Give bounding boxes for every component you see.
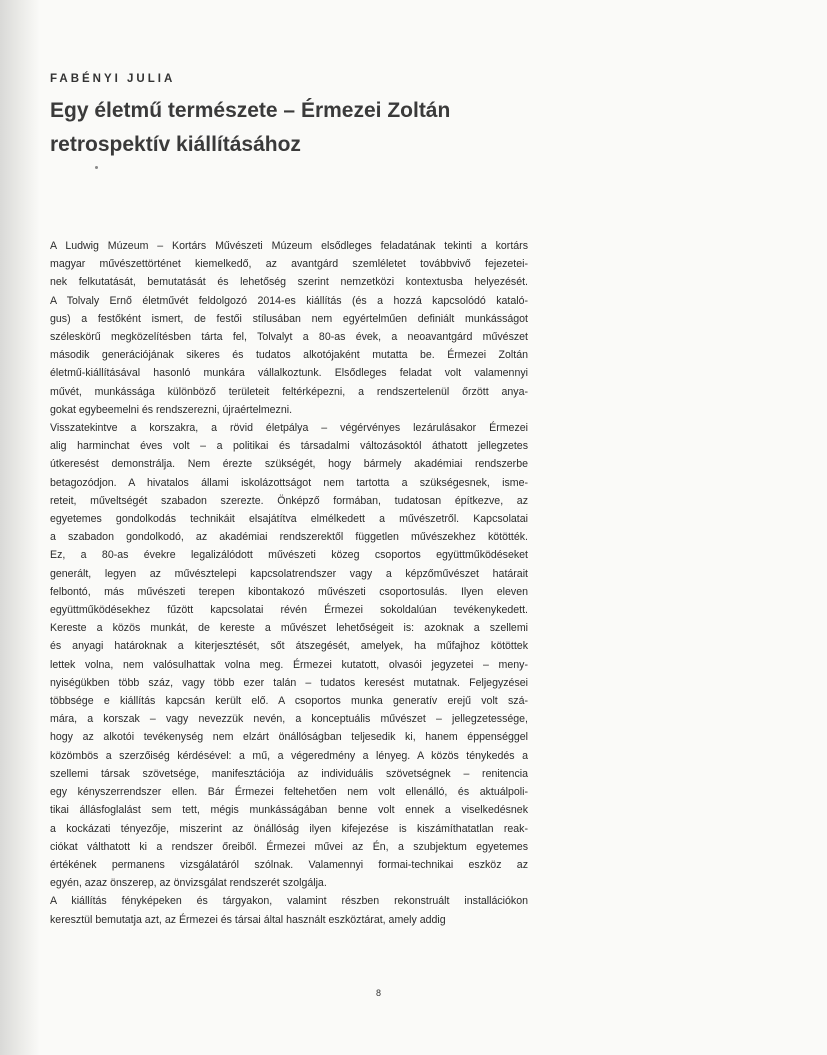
body-line: reteit, műveltségét szabadon szerezte. Önképző formában, tudatosan építkezve, az: [50, 494, 528, 507]
body-line: generált, legyen az művésztelepi kapcsolatrendszer vagy a képzőművészet határait: [50, 567, 528, 580]
body-line: keresztül bemutatja azt, az Érmezei és társai által használt eszköztárat, amely addig: [50, 913, 446, 926]
body-line: útkeresést demonstrálja. Nem érezte szükségét, hogy bármely akadémiai rendszerbe: [50, 458, 528, 471]
body-line: a szabadon gondolkodó, az akadémiai rendszerektől független művészekhez kötötték.: [50, 531, 528, 544]
page-gutter-shadow: [0, 0, 40, 1055]
body-line: művét, munkássága különböző területeit feltérképezni, a rendszertelenül őrzött anya-: [50, 385, 528, 398]
body-line: hogy az alkotói tevékenység nem elzárt önállóságban teljesedik ki, hanem éppenséggel: [50, 731, 528, 744]
body-line: betagozódjon. A hivatalos állami iskolázottságot nem tartotta a szükségesnek, isme-: [50, 476, 528, 489]
article-title: [50, 94, 530, 162]
body-line: mára, a korszak – vagy nevezzük nevén, a konceptuális művészet – jellegzetessége,: [50, 713, 528, 726]
body-line: felbontó, más művészeti terepen kibontakozó művészeti csoportosulás. Ilyen eleven: [50, 585, 528, 598]
body-line: a kockázati tényezője, miszerint az önállóság ilyen kifejezése is kiszámíthatatlan reak-: [50, 822, 528, 835]
body-line: Visszatekintve a korszakra, a rövid életpálya – végérvényes lezárulásakor Érmezei: [50, 422, 528, 435]
body-line: ciókat válthatott ki a rendszer őreiből. Érmezei művei az Én, a szubjektum egyetemes: [50, 840, 528, 853]
body-line: gus) a festőként ismert, de festői stílusában nem egyértelműen definiált munkásságot: [50, 312, 528, 325]
body-line: széleskörű megközelítésben tárta fel, Tolvalyt a 80-as évek, a neoavantgárd művészet: [50, 331, 528, 344]
body-line: és anyagi határoknak a kiterjesztését, sőt átszegését, amelyek, ha műfajhoz kötöttek: [50, 640, 528, 653]
body-line: alig harminchat éves volt – a politikai és társadalmi változásoktól áthatott jellegzetes: [50, 440, 528, 453]
body-line: lettek volna, nem valósulhattak volna meg. Érmezei kutatott, olvasói jegyzetei – meny-: [50, 658, 528, 671]
body-line: A Tolvaly Ernő életművét feldolgozó 2014-es kiállítás (és a hozzá kapcsolódó kataló-: [50, 294, 528, 307]
body-line: A kiállítás fényképeken és tárgyakon, valamint részben rekonstruált installációkon: [50, 895, 528, 908]
body-line: együttműködésekhez fűzött kapcsolatai révén Érmezei sokoldalúan tevékenykedett.: [50, 604, 528, 617]
author-name: FABÉNYI JULIA: [50, 73, 176, 85]
body-line: életmű-kiállításával hasonló munkára vállalkoztunk. Elsődleges feladat volt valamennyi: [50, 367, 528, 380]
body-line: közömbös a szerzőiség kérdésével: a mű, a végeredmény a lényeg. A közös ténykedés a: [50, 749, 528, 762]
body-line: tikai állásfoglalást sem tett, mégis munkásságában benne volt ennek a viselkedésnek: [50, 804, 528, 817]
title-line: Egy életmű természete – Érmezei Zoltán: [50, 99, 451, 122]
body-line: gokat egybeemelni és rendszerezni, újraértelmezni.: [50, 403, 293, 416]
body-line: nek felkutatását, bemutatását és lehetőség szerint nemzetközi kontextusba helyezését.: [50, 276, 528, 289]
body-line: Ez, a 80-as évekre legalizálódott művészeti közeg csoportos együttműködéseket: [50, 549, 528, 562]
body-line: nyiségükben több száz, vagy több ezer talán – tudatos keresést mutatnak. Feljegyzései: [50, 676, 528, 689]
small-mark: [95, 166, 98, 169]
body-line: magyar művészettörténet kiemelkedő, az avantgárd szemléletet továbbvivő fejezetei-: [50, 258, 528, 271]
body-line: szellemi társak szövetsége, manifesztációja az individuális szövetségnek – renitencia: [50, 767, 528, 780]
body-line: egyetemes gondolkodás technikáit elsajátítva elmélkedett a művészetről. Kapcsolatai: [50, 513, 528, 526]
body-line: egyén, azaz önszerep, az önvizsgálat rendszerét szolgálja.: [50, 877, 327, 890]
body-line: többsége e kiállítás kapcsán került elő. A csoportos munka generatív erejű volt szá-: [50, 695, 528, 708]
title-line: retrospektív kiállításához: [50, 133, 301, 156]
body-line: A Ludwig Múzeum – Kortárs Művészeti Múzeum elsődleges feladatának tekinti a kortárs: [50, 240, 528, 252]
article-body: [50, 237, 528, 929]
body-line: egy kényszerrendszer ellen. Bár Érmezei feltehetően nem volt ellenálló, és aktuálpoli-: [50, 786, 528, 799]
body-line: Kereste a közös munkát, de kereste a művészet lehetőségeit is: azoknak a szellemi: [50, 622, 528, 635]
body-line: második generációjának sikeres és tudatos alkotójaként mutatta be. Érmezei Zoltán: [50, 349, 528, 362]
body-line: értékének permanens vizsgálatáról szólnak. Valamennyi formai-technikai eszköz az: [50, 858, 528, 871]
page-number: 8: [375, 988, 381, 998]
